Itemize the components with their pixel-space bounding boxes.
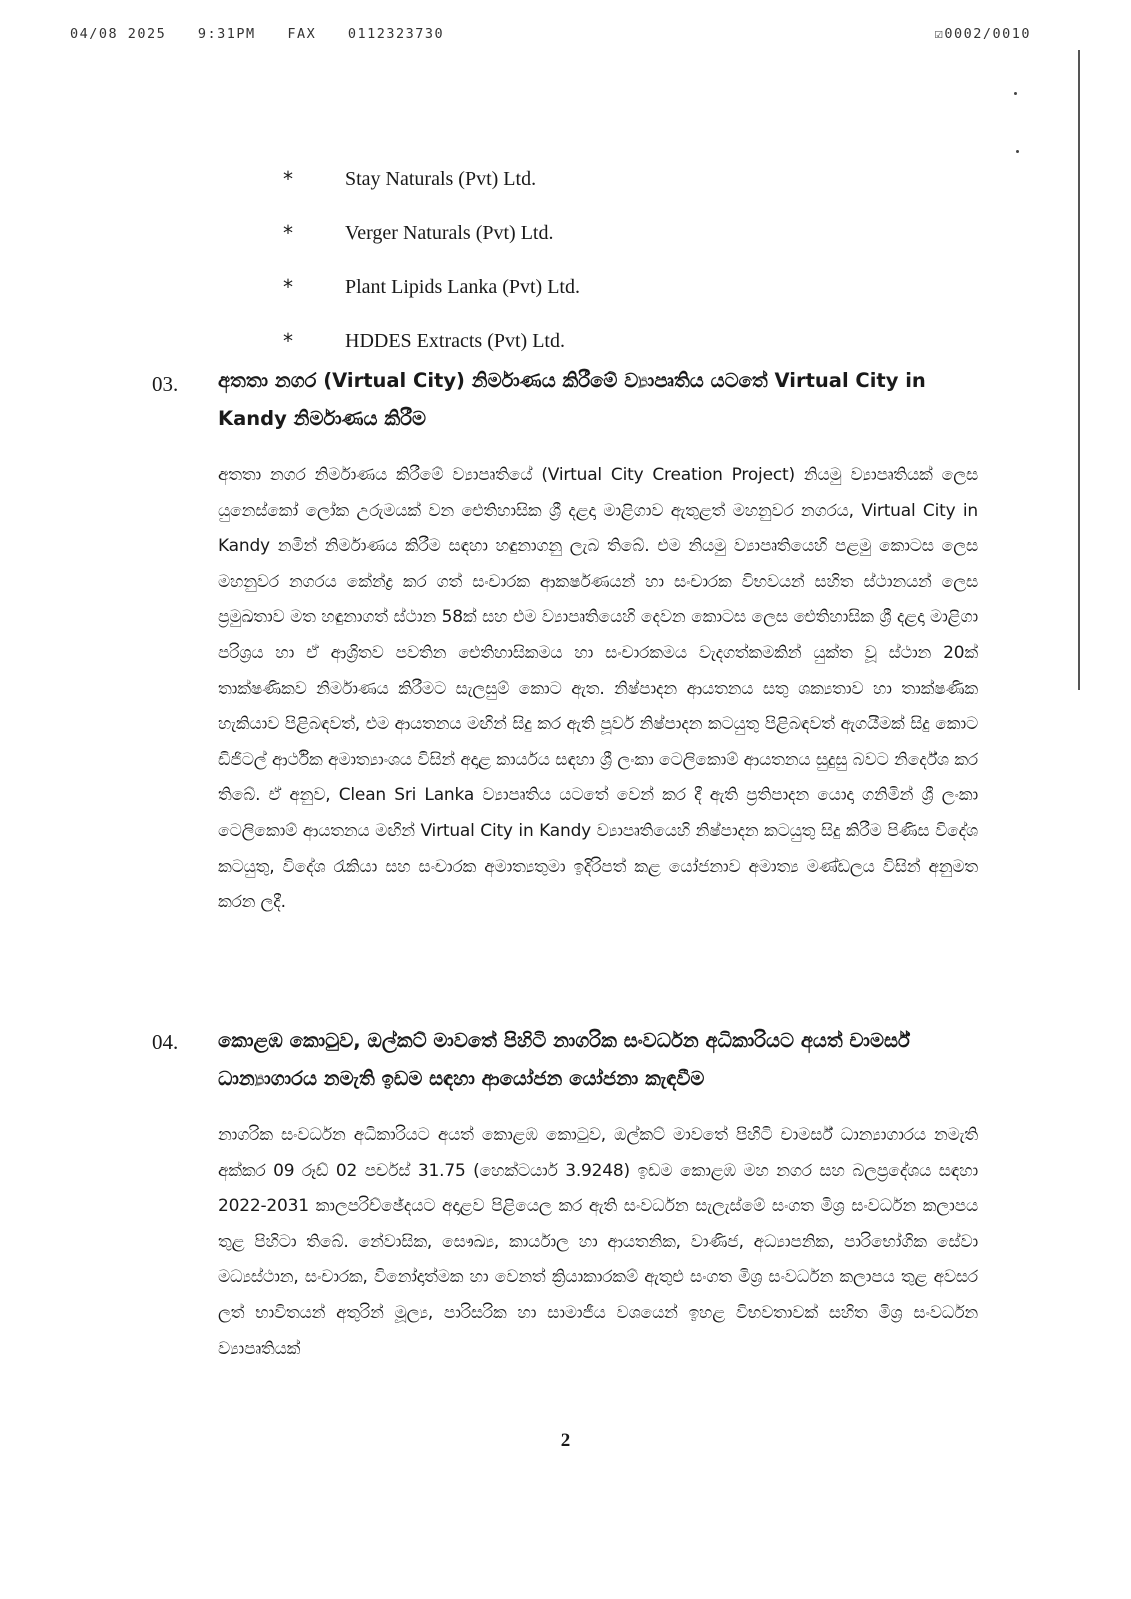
list-item [283, 152, 580, 206]
section-03-title: අතතා නගර (Virtual City) නිර්මාණය කිරීමේ ව්‍යාපෘතිය යටතේ Virtual City in Kandy නිර්මාණය කිරීම [218, 369, 926, 430]
company-name: HDDES Extracts (Pvt) Ltd. [345, 329, 565, 352]
fax-number: 0112323730 [347, 26, 445, 42]
section-04-paragraph: නාගරික සංවර්ධන අධිකාරියට අයත් කොළඹ කොටුව, ඔල්කට් මාවතේ පිහිටි චාමර්ස් ධාන්‍යාගාරය නමැති අක්කර 09 රූඩ් 02 පර්චස් 31.75 (හෙක්ටයාර් 3.9248) ඉඩම කොළඹ මහ නගර සහ බලප්‍රදේශය සඳහා 2022-2031 කාලපරිච්ඡේදයට අදාළව පිළියෙල කර ඇති සංවර්ධන සැලැස්මේ සංගත මිශ්‍ර සංවර්ධන කලාපය තුළ පිහිටා තිබේ. නේවාසික, සෞඛ්‍ය, කාර්යාල හා ආයතනික, වාණිජ, අධ්‍යාපනික, පාරිභෝගික සේවා මධ්‍යස්ථාන, සංචාරක, විනෝදාත්මක හා වෙනත් ක්‍රියාකාරකම් ඇතුළු සංගත මිශ්‍ර සංවර්ධන කලාපය තුළ අවසර ලත් භාවිතයන් අතුරින් මූල්‍ය, පාරිසරික හා සාමාජීය වශයෙන් ඉහළ විභවතාවක් සහිත මිශ්‍ර සංවර්ධන ව්‍යාපෘතියක් [218, 1125, 978, 1359]
fax-page-counter: ☑0002/0010 [934, 26, 1031, 42]
scan-speck [1016, 150, 1019, 153]
fax-header [70, 26, 1031, 42]
bullet-star: * [283, 167, 293, 191]
list-item [283, 206, 580, 260]
fax-date: 04/08 2025 [70, 26, 167, 42]
fax-header-left [70, 26, 466, 42]
fax-label: FAX [287, 26, 317, 42]
scan-edge-line [1078, 50, 1080, 690]
bullet-star: * [283, 275, 293, 299]
section-03-number: 03. [152, 372, 179, 396]
section-03-paragraph: අතතා නගර නිර්මාණය කිරීමේ ව්‍යාපෘතියේ (Virtual City Creation Project) නියමු ව්‍යාපෘතියක් ලෙස යුනෙස්කෝ ලෝක උරුමයක් වන ඓතිහාසික ශ්‍රී දළදා මාළිගාව ඇතුළත් මහනුවර නගරය, Virtual City in Kandy නමින් නිර්මාණය කිරීම සඳහා හඳුනාගනු ලැබ තිබේ. එම නියමු ව්‍යාපෘතියෙහි පළමු කොටස ලෙස මහනුවර නගරය කේන්ද්‍ර කර ගත් සංචාරක ආකර්ෂණයන් හා සංචාරක විභවයන් සහිත ස්ථානයන් ලෙස ප්‍රමුඛතාව මත හඳුනාගත් ස්ථාන 58ක් සහ එම ව්‍යාපෘතියෙහි දෙවන කොටස ලෙස ඓතිහාසික ශ්‍රී දළදා මාළිගා පරිශ්‍රය හා ඒ ආශ්‍රිතව පවතින ඓතිහාසිකමය හා සංචාරකමය වැදගත්කමකින් යුක්ත වූ ස්ථාන 20ක් තාක්ෂණිකව නිර්මාණය කිරීමට සැලසුම් කොට ඇත. නිෂ්පාදන ආයතනය සතු ශක්‍යතාව හා තාක්ෂණික හැකියාව පිළිබඳවත්, එම ආයතනය මඟින් සිදු කර ඇති පූර්ව නිෂ්පාදන කටයුතු පිළිබඳවත් ඇගයීමක් සිදු කොට ඩිජිටල් ආර්ථික අමාත්‍යාංශය විසින් අදාළ කාර්යය සඳහා ශ්‍රී ලංකා ටෙලිකොම් ආයතනය සුදුසු බවට නිර්දේශ කර තිබේ. ඒ අනුව, Clean Sri Lanka ව්‍යාපෘතිය යටතේ වෙන් කර දී ඇති ප්‍රතිපාදන යොදා ගනිමින් ශ්‍රී ලංකා ටෙලිකොම් ආයතනය මඟින් Virtual City in Kandy ව්‍යාපෘතියෙහි නිෂ්පාදන කටයුතු සිදු කිරීම පිණිස විදේශ කටයුතු, විදේශ රැකියා සහ සංචාරක අමාත්‍යතුමා ඉදිරිපත් කළ යෝජනාව අමාත්‍ය මණ්ඩලය විසින් අනුමත කරන ලදී. [218, 465, 978, 913]
page-number: 2 [560, 1430, 571, 1451]
company-name: Stay Naturals (Pvt) Ltd. [345, 167, 537, 190]
scan-speck [1014, 92, 1017, 95]
section-04-number: 04. [152, 1030, 179, 1054]
list-item [283, 260, 580, 314]
bullet-star: * [283, 221, 293, 245]
fax-time: 9:31PM [197, 26, 256, 42]
list-item [283, 314, 580, 368]
company-bullet-list [283, 152, 580, 368]
company-name: Verger Naturals (Pvt) Ltd. [345, 221, 554, 244]
company-name: Plant Lipids Lanka (Pvt) Ltd. [345, 275, 580, 298]
bullet-star: * [283, 329, 293, 353]
section-04-title: කොළඹ කොටුව, ඔල්කට් මාවතේ පිහිටි නාගරික සංවර්ධන අධිකාරියට අයත් චාමර්ස් ධාන්‍යාගාරය නමැති ඉඩම සඳහා ආයෝජන යෝජනා කැඳවීම [218, 1029, 910, 1090]
